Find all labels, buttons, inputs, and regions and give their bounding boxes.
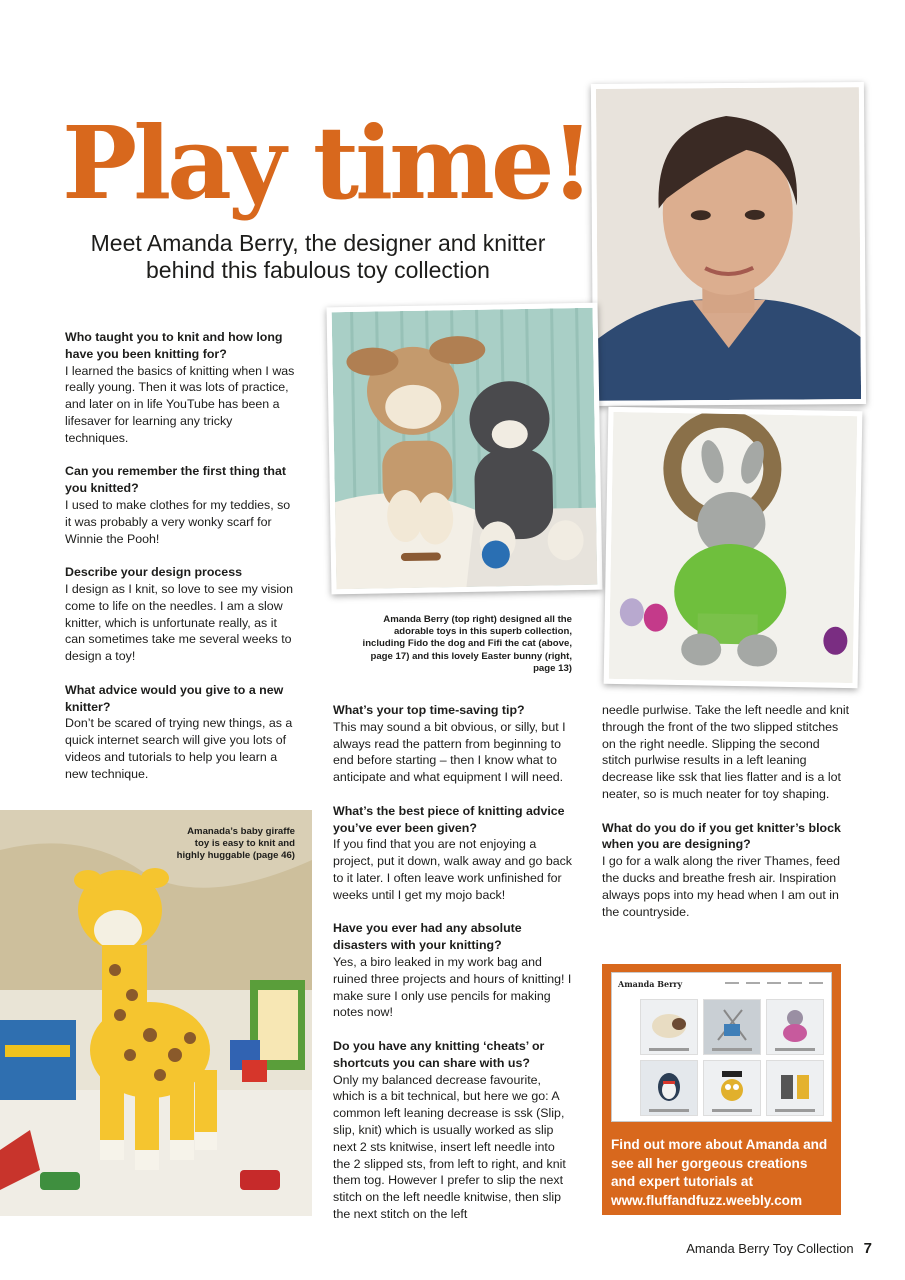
question: What’s the best piece of knitting advice you’ve ever been given? xyxy=(333,803,565,835)
answer: Only my balanced decrease favourite, which is a bit technical, but here we go: A common left leaning decrease is ssk (Slip, slip, knit) which is usually worked as slip next 2 sts knitwise, insert left needle into the 2 slipped sts, from left to right, and knit them tog. However I prefer to slip the next stitch on the left needle knitwise, then slip the next stitch on the left xyxy=(333,1072,566,1221)
website-tile-sheep xyxy=(640,999,698,1055)
giraffe-caption: Amanada’s baby giraffe toy is easy to knit and highly huggable (page 46) xyxy=(176,826,295,862)
bunny-image xyxy=(609,412,858,683)
publication-name: Amanda Berry Toy Collection xyxy=(686,1241,854,1256)
website-tile-tutorials xyxy=(703,999,761,1055)
standfirst: Meet Amanda Berry, the designer and knitter behind this fabulous toy collection xyxy=(90,230,546,283)
question: Can you remember the first thing that you knitted? xyxy=(65,464,286,496)
answer: Don’t be scared of trying new things, as a quick internet search will give you lots of videos and tutorials to help you learn a new technique. xyxy=(65,716,293,781)
promo-text[interactable]: Find out more about Amanda and see all her gorgeous creations and expert tutorials at www.fluffandfuzz.weebly.com xyxy=(611,1137,828,1208)
page-number: 7 xyxy=(863,1240,872,1257)
dog-cat-image xyxy=(332,308,598,590)
qa-item xyxy=(333,1038,573,1223)
qa-item xyxy=(65,564,297,665)
answer: If you find that you are not enjoying a project, put it down, walk away and go back to it later. I often leave work unfinished for weeks until I get my mojo back! xyxy=(333,837,572,902)
middle-column xyxy=(333,702,573,1223)
qa-item xyxy=(65,329,297,447)
giraffe-image xyxy=(0,810,312,1216)
giraffe-photo xyxy=(0,810,312,1216)
question: Have you ever had any absolute disasters with your knitting? xyxy=(333,921,522,953)
left-column xyxy=(65,329,297,799)
portrait-photo xyxy=(591,82,866,406)
question: What do you do if you get knitter’s block when you are designing? xyxy=(602,820,841,852)
website-screenshot xyxy=(611,972,832,1122)
website-promo-box[interactable] xyxy=(602,964,841,1215)
page-footer xyxy=(686,1240,872,1257)
qa-item xyxy=(602,820,850,921)
qa-item xyxy=(333,803,573,904)
qa-item xyxy=(65,682,297,783)
question: What’s your top time-saving tip? xyxy=(333,703,525,717)
qa-item xyxy=(333,920,573,1021)
answer: I design as I knit, so love to see my vision come to life on the needles. I am a slow knitter, which is unfortunate really, as it can sometimes take me several weeks to design a toy! xyxy=(65,581,293,664)
right-column xyxy=(602,702,850,937)
question: Who taught you to knit and how long have you been knitting for? xyxy=(65,330,283,361)
website-tile-grid xyxy=(640,999,824,1116)
page-title: Play time! xyxy=(62,104,591,222)
website-nav xyxy=(725,982,823,984)
qa-item xyxy=(65,463,297,547)
answer: I learned the basics of knitting when I was really young. Then it was lots of practice, and later on in life YouTube has been a lifesaver for learning any tricky techniques. xyxy=(65,363,295,445)
answer: I go for a walk along the river Thames, feed the ducks and breathe fresh air. Inspiration always pops into my head when I am out in the countryside. xyxy=(602,854,841,919)
bunny-photo xyxy=(604,407,863,688)
website-tile-zebra-giraffe xyxy=(766,1060,824,1116)
website-tile-doll xyxy=(766,999,824,1055)
answer: This may sound a bit obvious, or silly, but I always read the pattern from beginning to end before starting – then I know what to anticipate and what equipment I will need. xyxy=(333,719,566,785)
dog-cat-photo xyxy=(327,303,603,595)
website-tile-penguin xyxy=(640,1060,698,1116)
qa-item xyxy=(333,702,573,786)
answer-continued: needle purlwise. Take the left needle and knit through the front of the two slipped stitches on the right needle. Slipping the second stitch purlwise results in a left leaning decrease like ssk that lies flatter and is a lot neater, so is much neater for toy shaping. xyxy=(602,703,850,801)
answer: Yes, a biro leaked in my work bag and ruined three projects and hours of knitting! I make sure I only use pencils for making notes now! xyxy=(333,954,572,1020)
question: Do you have any knitting ‘cheats’ or shortcuts you can share with us? xyxy=(333,1038,545,1070)
question: What advice would you give to a new knitter? xyxy=(65,682,284,714)
photo-caption: Amanda Berry (top right) designed all the adorable toys in this superb collection, including Fido the dog and Fifi the cat (above, page 17) and this lovely Easter bunny (right, page 13) xyxy=(362,614,572,674)
website-logo: Amanda Berry xyxy=(618,979,683,989)
website-tile-owl xyxy=(703,1060,761,1116)
answer: I used to make clothes for my teddies, so it was probably a very wonky scarf for Winnie the Pooh! xyxy=(65,497,291,546)
portrait-image xyxy=(596,87,861,401)
question: Describe your design process xyxy=(65,565,242,580)
